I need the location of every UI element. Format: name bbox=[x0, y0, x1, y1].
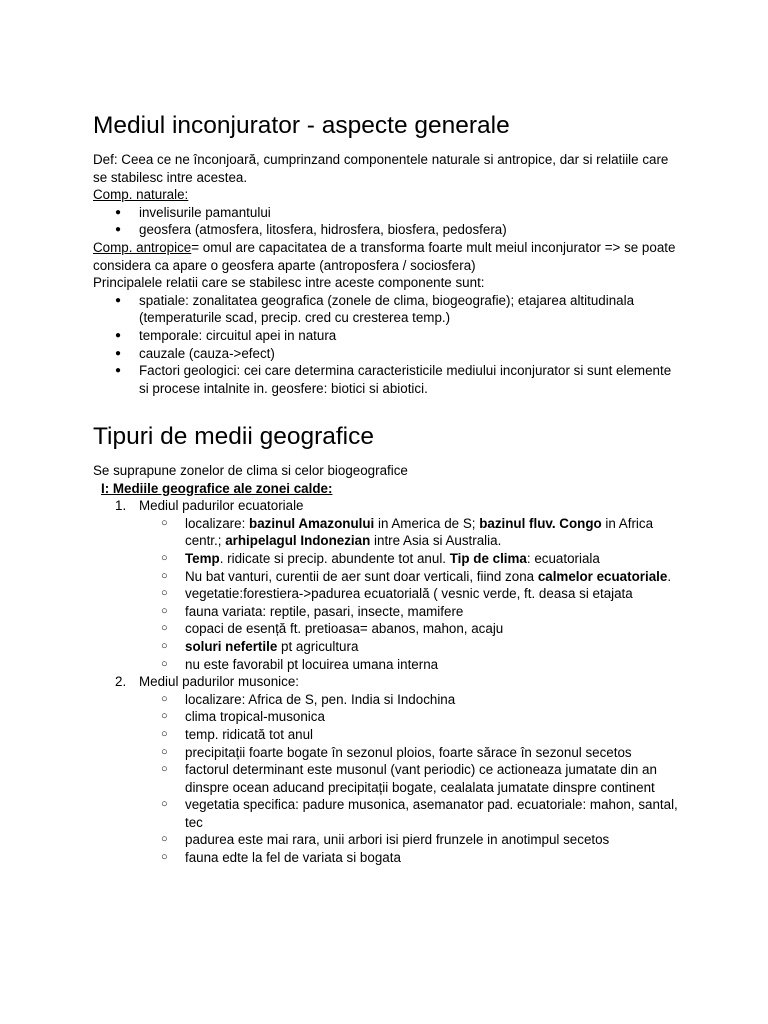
text-run: : ecuatoriala bbox=[526, 550, 600, 566]
list-item: ● spatiale: zonalitatea geografica (zonele de clima, biogeografie); etajarea altitudinala (temperaturile scad, precip. cred cu cresterea temp.) bbox=[93, 292, 678, 327]
zona-calda-title: I: Mediile geografice ale zonei calde: bbox=[101, 480, 333, 496]
zona-calda-heading bbox=[93, 480, 678, 498]
definition-text: Def: Ceea ce ne înconjoară, cumprinzand componentele naturale si antropice, dar si relatiile care se stabilesc intre acestea. bbox=[93, 152, 669, 185]
list-number: 2. bbox=[115, 674, 127, 690]
relatii-list bbox=[93, 292, 678, 398]
section-title-tipuri: Tipuri de medii geografice bbox=[93, 423, 374, 450]
bold-run: calmelor ecuatoriale bbox=[537, 568, 668, 584]
section-body-tipuri bbox=[93, 462, 678, 867]
text-run: localizare: bbox=[185, 515, 250, 531]
bold-run: Temp bbox=[185, 550, 220, 566]
text-run: intre Asia si Australia. bbox=[370, 533, 502, 549]
sublist-item bbox=[93, 550, 678, 568]
text-run: pt agricultura bbox=[277, 638, 359, 654]
comp-antropice-text: = omul are capacitatea de a transforma foarte mult meiul inconjurator => se poate considera ca apare o geosfera aparte (antroposfera / sociosfera) bbox=[93, 239, 676, 273]
list-item-label: Mediul padurilor musonice: bbox=[139, 674, 300, 690]
sublist-item: ○ factorul determinant este musonul (vant periodic) ce actioneaza jumatate din an dinspre ocean aducand precipitații bogate, cealalata jumatate dinspre continent bbox=[93, 761, 678, 796]
text-run: Nu bat vanturi, curentii de aer sunt doar verticali, fiind zona bbox=[185, 568, 538, 584]
comp-antropice-label: Comp. antropice bbox=[93, 239, 192, 255]
section-body-mediul bbox=[93, 151, 678, 397]
list-item: ● geosfera (atmosfera, litosfera, hidrosfera, biosfera, pedosfera) bbox=[93, 221, 678, 239]
relatii-intro: Principalele relatii care se stabilesc intre aceste componente sunt: bbox=[93, 275, 485, 291]
list-item-padurile-musonice bbox=[93, 673, 678, 867]
list-item: ● invelisurile pamantului bbox=[93, 204, 678, 222]
sublist-item: ○ nu este favorabil pt locuirea umana interna bbox=[93, 656, 678, 674]
text-run: in Africa centr.; bbox=[185, 515, 654, 549]
bold-run: Tip de clima bbox=[449, 550, 527, 566]
bold-run: soluri nefertile bbox=[185, 638, 278, 654]
list-number: 1. bbox=[115, 498, 127, 514]
text-run: in America de S; bbox=[374, 515, 480, 531]
sublist-item: ○ vegetatie:forestiera->padurea ecuatorială ( vesnic verde, ft. deasa si etajata bbox=[93, 585, 678, 603]
comp-antropice-paragraph bbox=[93, 239, 678, 274]
list-item-padurile-ecuatoriale bbox=[93, 497, 678, 673]
comp-naturale-heading bbox=[93, 186, 678, 204]
sublist-item: ○ copaci de esență ft. pretioasa= abanos, mahon, acaju bbox=[93, 620, 678, 638]
list-item: ● Factori geologici: cei care determina caracteristicile mediului inconjurator si sunt elemente si procese intalnite in. geosfere: biotici si abiotici. bbox=[93, 362, 678, 397]
sublist-item bbox=[93, 568, 678, 586]
text-run: . ridicate si precip. abundente tot anul. bbox=[219, 550, 450, 566]
sublist-item bbox=[93, 638, 678, 656]
section-title-mediul: Mediul inconjurator - aspecte generale bbox=[93, 112, 510, 139]
sublist-item: ○ vegetatia specifica: padure musonica, asemanator pad. ecuatoriale: mahon, santal, tec bbox=[93, 796, 678, 831]
sublist-item: ○ localizare: Africa de S, pen. India si Indochina bbox=[93, 691, 678, 709]
ecuatoriale-sublist bbox=[93, 515, 678, 673]
sublist-item: ○ precipitații foarte bogate în sezonul ploios, foarte sărace în sezonul secetos bbox=[93, 744, 678, 762]
list-item: ● cauzale (cauza->efect) bbox=[93, 345, 678, 363]
comp-naturale-label: Comp. naturale: bbox=[93, 187, 189, 203]
list-item: ● temporale: circuitul apei in natura bbox=[93, 327, 678, 345]
comp-naturale-list bbox=[93, 204, 678, 239]
text-run: . bbox=[667, 568, 672, 584]
bold-run: bazinul Amazonului bbox=[249, 515, 375, 531]
tipuri-intro: Se suprapune zonelor de clima si celor biogeografice bbox=[93, 463, 408, 478]
sublist-item: ○ padurea este mai rara, unii arbori isi pierd frunzele in anotimpul secetos bbox=[93, 831, 678, 849]
medii-list bbox=[93, 497, 678, 866]
sublist-item bbox=[93, 515, 678, 550]
sublist-item: ○ temp. ridicată tot anul bbox=[93, 726, 678, 744]
list-item-label: Mediul padurilor ecuatoriale bbox=[139, 498, 304, 514]
sublist-item: ○ fauna variata: reptile, pasari, insecte, mamifere bbox=[93, 603, 678, 621]
sublist-item: ○ fauna edte la fel de variata si bogata bbox=[93, 849, 678, 867]
bold-run: bazinul fluv. Congo bbox=[479, 515, 602, 531]
sublist-item: ○ clima tropical-musonica bbox=[93, 708, 678, 726]
bold-run: arhipelagul Indonezian bbox=[225, 533, 371, 549]
musonice-sublist bbox=[93, 691, 678, 867]
